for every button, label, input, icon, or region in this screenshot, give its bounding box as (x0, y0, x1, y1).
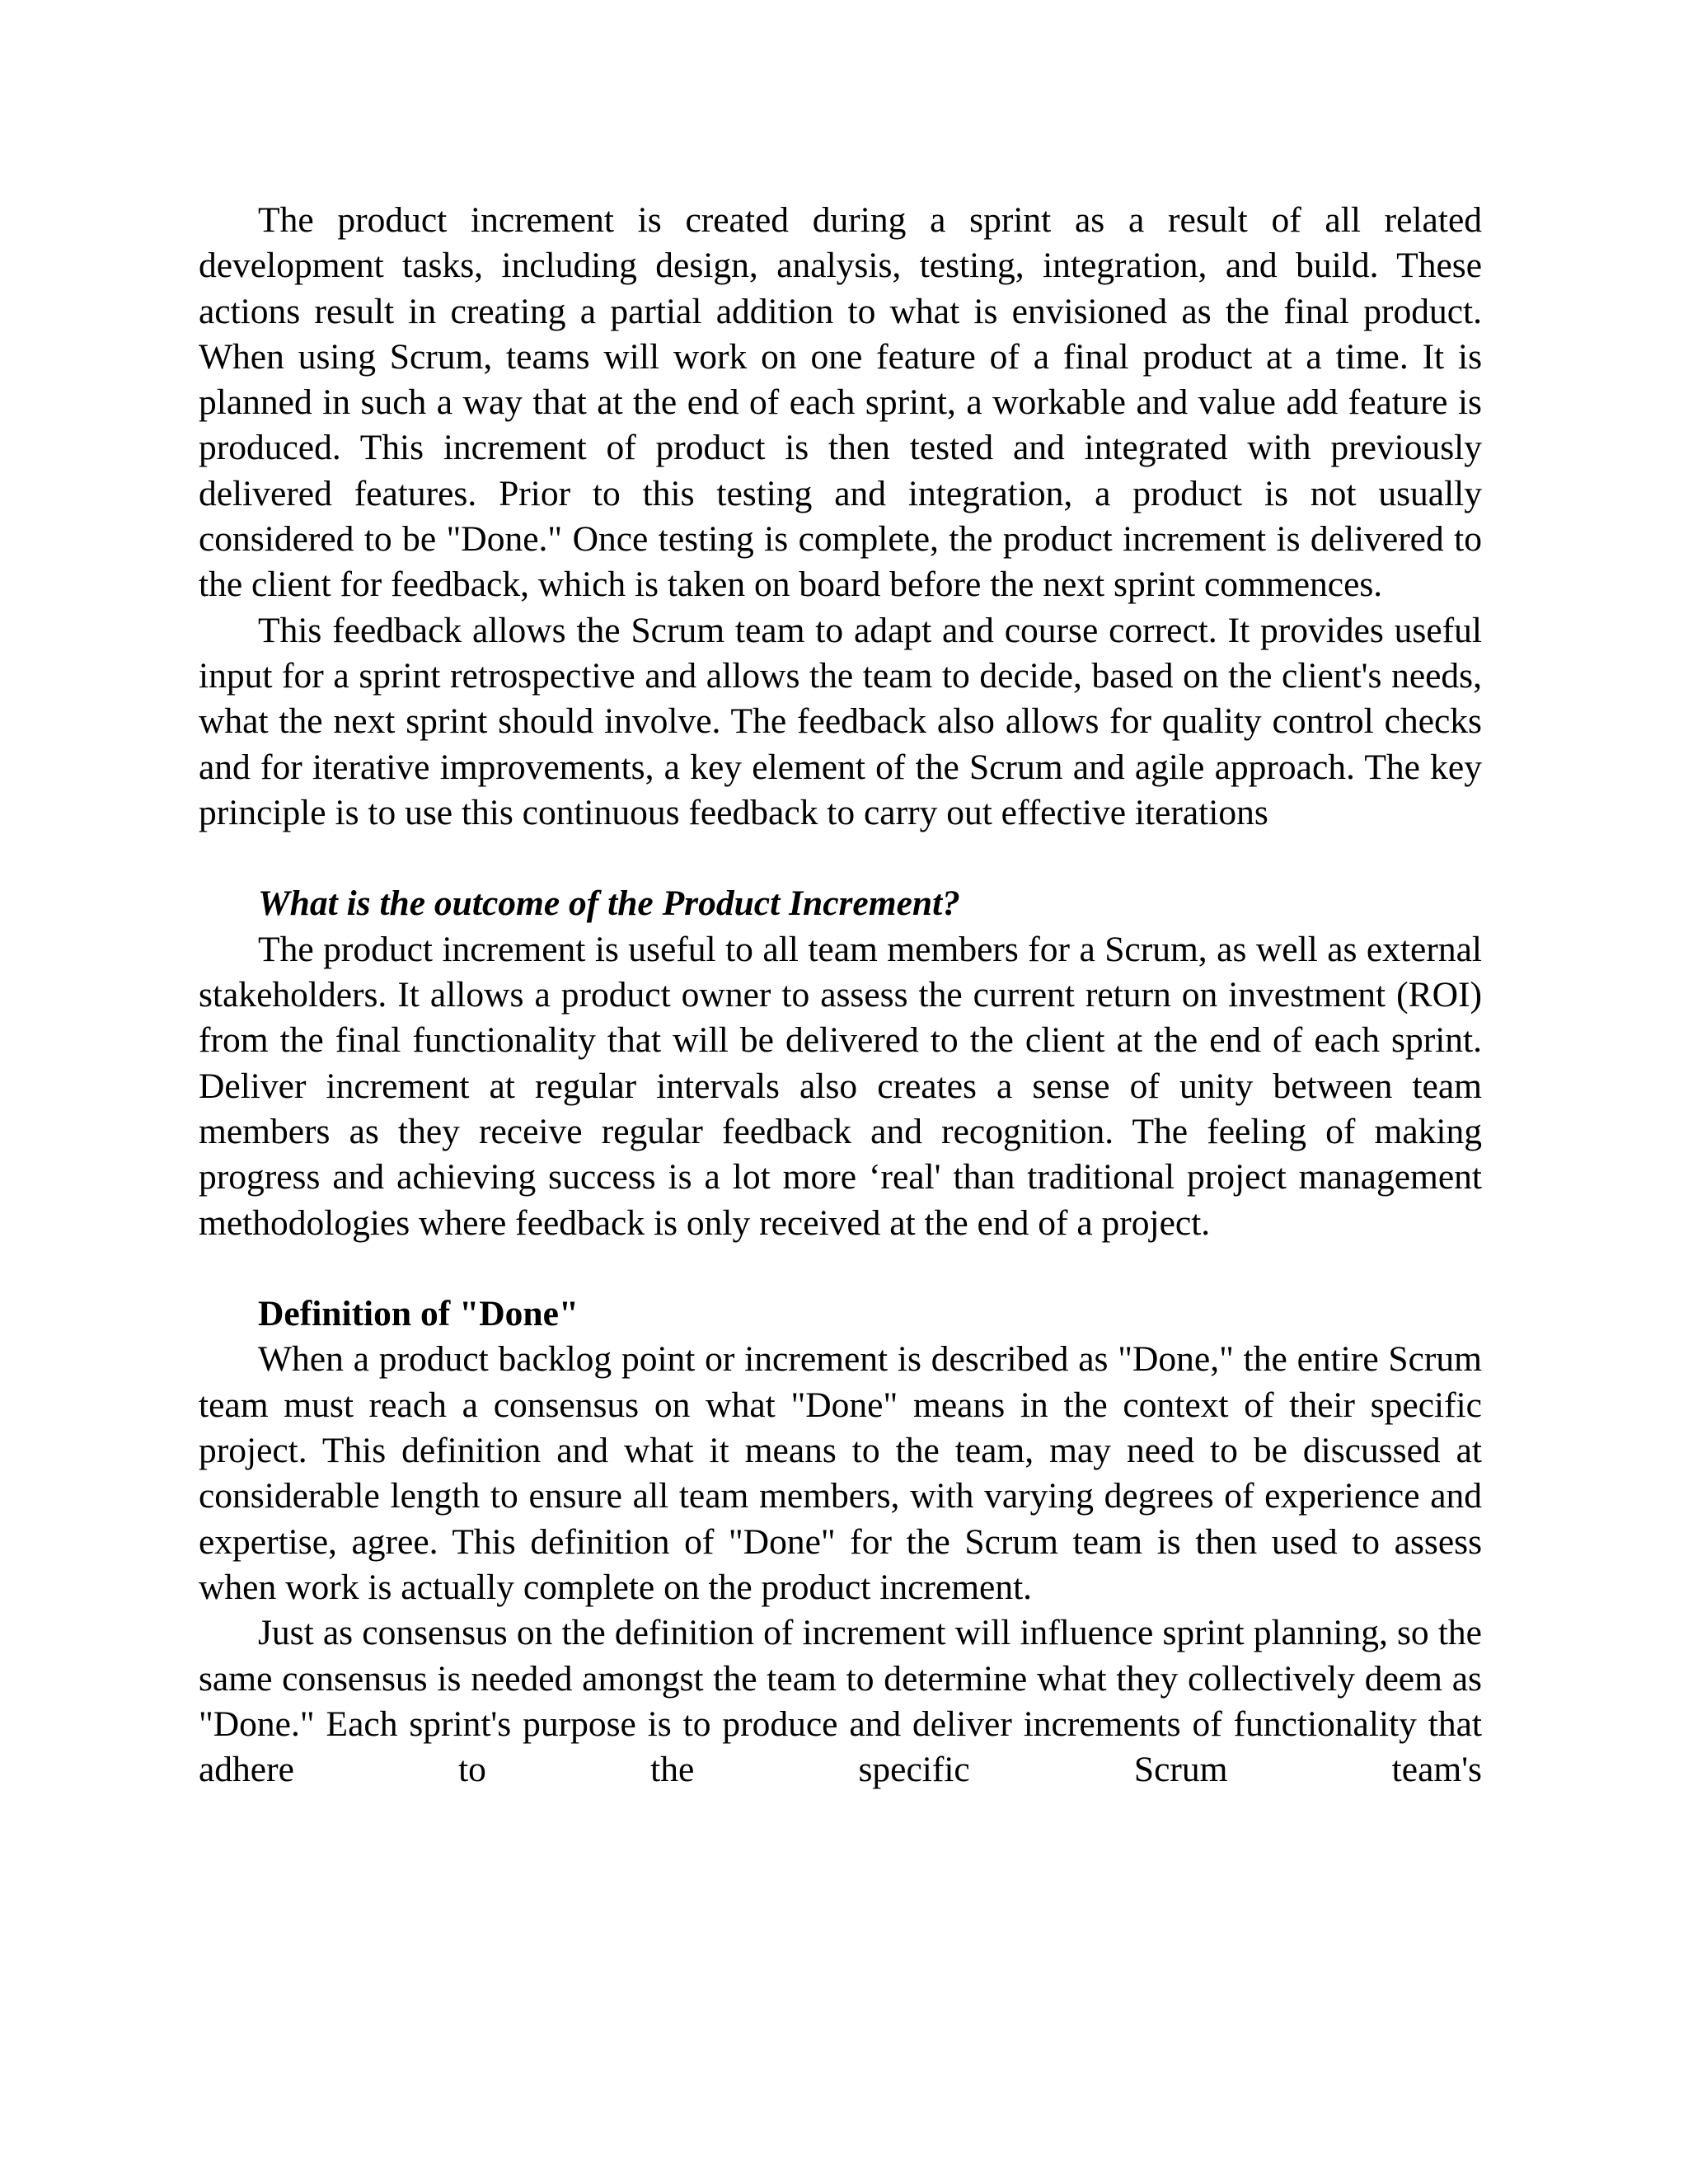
document-body (199, 198, 1482, 1793)
heading-definition-of-done: Definition of "Done" (258, 1294, 579, 1334)
paragraph-outcome: The product increment is useful to all team members for a Scrum, as well as external stakeholders. It allows a product owner to assess the current return on investment (ROI) from the final functionality that will be delivered to the client at the end of each sprint. Deliver increment at regular intervals also creates a sense of unity between team members as they receive regular feedback and recognition. The feeling of making progress and achieving success is a lot more ‘real' than traditional project management methodologies where feedback is only received at the end of a project. (199, 929, 1482, 1243)
section-spacer (199, 836, 1482, 881)
paragraph-done-consensus: When a product backlog point or increment is described as "Done," the entire Scrum team must reach a consensus on what "Done" means in the context of their specific project. This definition and what it means to the team, may need to be discussed at considerable length to ensure all team members, with varying degrees of experience and expertise, agree. This definition of "Done" for the Scrum team is then used to assess when work is actually complete on the product increment. (199, 1339, 1482, 1607)
heading-outcome: What is the outcome of the Product Increment? (258, 883, 960, 924)
paragraph-feedback: This feedback allows the Scrum team to adapt and course correct. It provides useful input for a sprint retrospective and allows the team to decide, based on the client's needs, what the next sprint should involve. The feedback also allows for quality control checks and for iterative improvements, a key element of the Scrum and agile approach. The key principle is to use this continuous feedback to carry out effective iterations (199, 610, 1482, 832)
paragraph-increment-creation: The product increment is created during a sprint as a result of all related development tasks, including design, analysis, testing, integration, and build. These actions result in creating a partial addition to what is envisioned as the final product. When using Scrum, teams will work on one feature of a final product at a time. It is planned in such a way that at the end of each sprint, a workable and value add feature is produced. This increment of product is then tested and integrated with previously delivered features. Prior to this testing and integration, a product is not usually considered to be "Done." Once testing is complete, the product increment is delivered to the client for feedback, which is taken on board before the next sprint commences. (199, 200, 1482, 605)
paragraph-done-sprint-planning: Just as consensus on the definition of increment will influence sprint planning, so the same consensus is needed amongst the team to determine what they collectively deem as "Done." Each sprint's purpose is to produce and deliver increments of functionality that adhere to the specific Scrum team's (199, 1613, 1482, 1790)
section-spacer (199, 1246, 1482, 1291)
